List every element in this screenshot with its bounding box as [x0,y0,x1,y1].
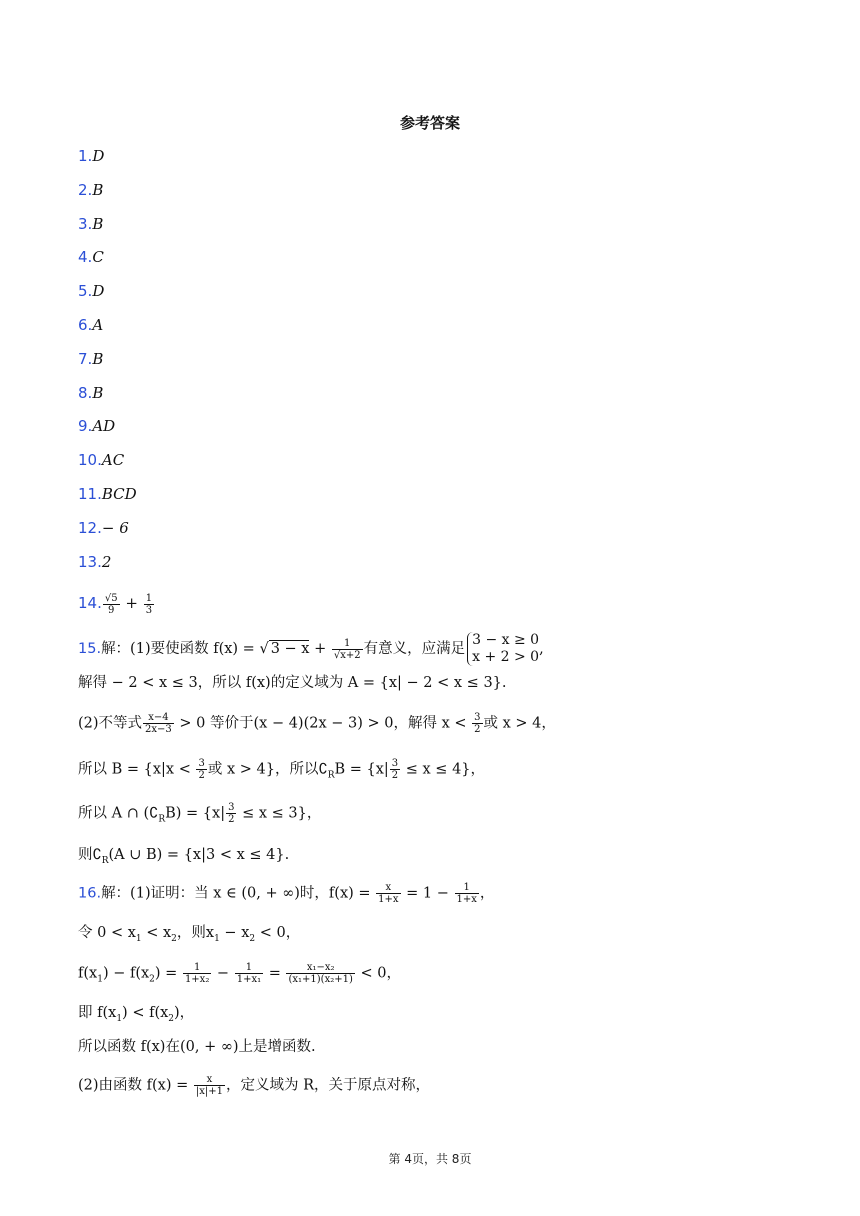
answer-number: 3. [78,214,93,233]
solution-15-line-3: (2)不等式 $\frac{x-4}{2x-3}$ > 0 等价于(x − 4)(2x − 3) > 0，解得 x < $\frac{3}{2}$ 或 x > 4， [78,712,556,735]
fraction: $\frac{√5}{9}$ [104,592,118,616]
answer-item [78,483,137,505]
answer-number: 13. [78,552,102,571]
answer-value: C [92,248,104,267]
answer-number: 8. [78,383,93,402]
answer-item [78,145,104,167]
answer-value: D [92,147,105,165]
answer-item [78,551,111,573]
page-title: 参考答案 [399,114,460,132]
answer-item [78,348,103,370]
answer-number: 12. [78,518,102,537]
answer-item [78,314,103,336]
answer-number: 1. [78,147,93,165]
answer-number: 9. [78,417,93,436]
answer-number: 10. [78,451,102,470]
answer-number: 7. [78,349,93,368]
answer-number: 16. [78,885,102,902]
page-footer: 第 4页，共 8页 [388,1152,472,1166]
answer-value: − 6 [101,518,129,537]
solution-15-line-2: 解得 − 2 < x ≤ 3，所以 f(x)的定义域为 A = {x| − 2 < x ≤ 3}. [78,675,507,691]
fraction: $\frac{3}{2}$ [474,712,481,735]
answer-item [78,179,103,201]
answer-value: AC [101,451,125,470]
solution-16-line-5: 所以函数 f(x)在(0, + ∞)上是增函数. [78,1039,316,1055]
answer-item [78,280,104,302]
answer-value: D [92,282,105,301]
fraction: $\frac{3}{2}$ [228,802,235,825]
solution-16-line-6: (2)由函数 f(x) = $\frac{x}{|x|+1}$ ，定义域为 R，关于原点对称， [78,1074,431,1097]
solution-15-line-1: 15.解：(1)要使函数 f(x) = √ 3 − x + $\frac{1}{√x+2}$ 有意义，应满足 3 − x ≥ 0 x + 2 > 0 , [78,632,544,665]
fraction: $\frac{\text{x₁−x₂}}{\text{(x₁+1)(x₂+1)}}$ [288,962,353,985]
answer-value: 2 [101,552,112,571]
fraction: $\frac{1}{\text{1+x₂}}$ [184,962,210,985]
solution-15-line-6: 则$∁_R(A$ ∪ B) = {x|3 < x ≤ 4}. [78,847,290,866]
answer-14: 14. $\frac{√5}{9}$ + $\frac{1}{3}$ [78,592,153,616]
answer-item [78,449,124,471]
solution-15-line-4: 所以 B = {x|x < $\frac{3}{2}$ 或 x > 4}，所以$∁_RB = \{x|$ $\frac{3}{2}$ ≤ x ≤ 4}， [78,758,486,781]
answer-number: 2. [78,180,93,199]
fraction: $\frac{1}{3}$ [145,592,153,616]
answer-number: 6. [78,316,93,334]
inequality-system: 3 − x ≥ 0 x + 2 > 0 [467,632,539,666]
answer-value: B [92,214,104,233]
answer-number: 4. [78,248,93,267]
answer-item [78,517,129,539]
answer-value: B [92,349,104,368]
solution-16-line-3: $f(x_1) - f(x_2)$ = $\frac{1}{\text{1+x₂}}$ − $\frac{1}{\text{1+x₁}}$ = $\frac{\text{x₁−x₂}}{\text{(x₁+1)(x₂+1)}}$ < 0， [78,962,401,985]
solution-16-line-2: 令 $0 < x_1 < x_2$，则$x_1 - x_2 < 0$， [78,925,301,944]
fraction: $\frac{3}{2}$ [391,758,399,781]
answer-value: B [92,383,104,402]
answer-value: B [92,180,104,199]
fraction: $\frac{1}{√x+2}$ [333,637,361,661]
solution-15-line-5: 所以 A ∩ $(∁_RB) = \{x|$ $\frac{3}{2}$ ≤ x ≤ 3}， [78,802,322,825]
solution-16-line-4: 即 $f(x_1) < f(x_2)$， [78,1005,195,1024]
answer-number: 5. [78,282,93,301]
answer-number: 11. [78,485,102,503]
answer-item [78,415,115,437]
answer-item [78,382,103,404]
answer-item [78,246,104,268]
fraction: $\frac{3}{2}$ [198,758,205,781]
answer-number: 14. [78,594,102,612]
fraction: $\frac{1}{1+x}$ [456,882,477,905]
answer-number: 15. [78,641,102,657]
fraction: $\frac{x-4}{2x-3}$ [145,712,172,735]
solution-16-line-1: 16.解：(1)证明：当 x ∈ (0, + ∞)时，f(x) = $\frac{x}{1+x}$ = 1 − $\frac{1}{1+x}$ ， [78,882,495,905]
answer-value: BCD [101,485,137,503]
answer-value: A [92,316,104,334]
fraction: $\frac{1}{\text{1+x₁}}$ [236,962,262,985]
fraction: $\frac{x}{1+x}$ [378,882,399,905]
answer-value: AD [92,417,116,436]
answer-item [78,213,103,235]
fraction: $\frac{x}{|x|+1}$ [195,1074,223,1097]
